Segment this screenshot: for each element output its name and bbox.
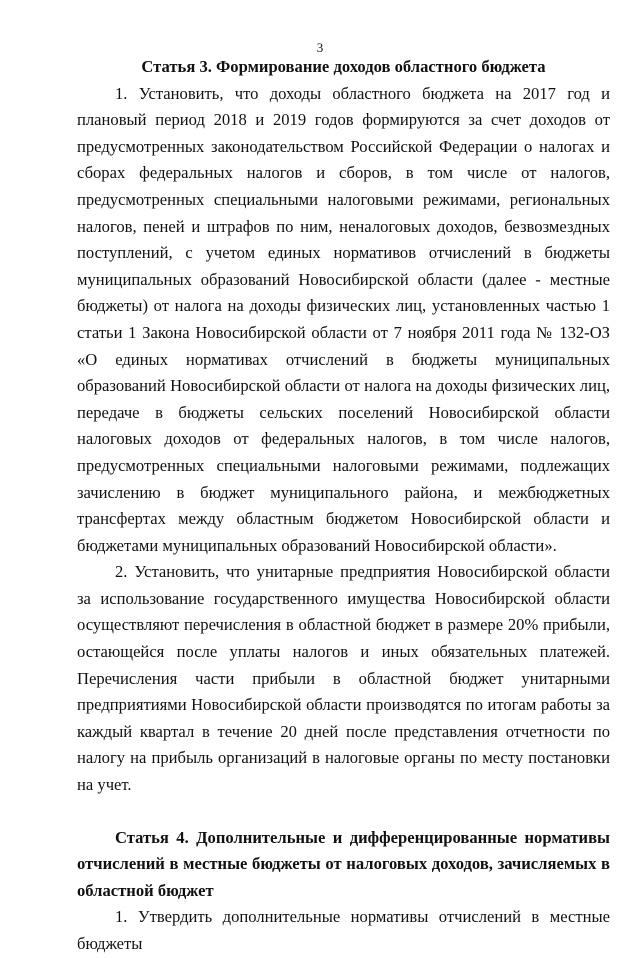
article-3-title: Статья 3. Формирование доходов областного бюджета [141,57,546,76]
article-4-title: Статья 4. Дополнительные и дифференцированные нормативы отчислений в местные бюджеты от налоговых доходов, зачисляемых в областной бюджет [77,827,610,900]
document-body [77,54,610,958]
article-3-paragraph-2: 2. Установить, что унитарные предприятия Новосибирской области за использование государственного имущества Новосибирской области осуществляют перечисления в областной бюджет в размере 20% прибыли, остающейся после уплаты налогов и иных обязательных платежей. Перечисления части прибыли в областной бюджет унитарными предприятиями Новосибирской области производятся по итогам работы за каждый квартал в течение 20 дней после представления отчетности по налогу на прибыль организаций в налоговые органы по месту постановки на учет. [77,562,610,795]
page-number: 3 [316,40,324,55]
section-gap [77,799,610,825]
article-3-paragraph-1: 1. Установить, что доходы областного бюджета на 2017 год и плановый период 2018 и 2019 годов формируются за счет доходов от предусмотренных законодательством Российской Федерации о налогах и сборах федеральных налогов и сборов, в том числе от налогов, предусмотренных специальными налоговыми режимами, региональных налогов, пеней и штрафов по ним, неналоговых доходов, безвозмездных поступлений, с учетом единых нормативов отчислений в бюджеты муниципальных образований Новосибирской области (далее - местные бюджеты) от налога на доходы физических лиц, установленных частью 1 статьи 1 Закона Новосибирской области от 7 ноября 2011 года № 132-ОЗ «О единых нормативах отчислений в бюджеты муниципальных образований Новосибирской области от налога на доходы физических лиц, передаче в бюджеты сельских поселений Новосибирской области налоговых доходов от федеральных налогов, в том числе налогов, предусмотренных специальными налоговыми режимами, подлежащих зачислению в бюджет муниципального района, и межбюджетных трансфертах между областным бюджетом Новосибирской области и бюджетами муниципальных образований Новосибирской области». [77,83,610,555]
article-4-paragraph-1: 1. Утвердить дополнительные нормативы отчислений в местные бюджеты [77,907,610,953]
